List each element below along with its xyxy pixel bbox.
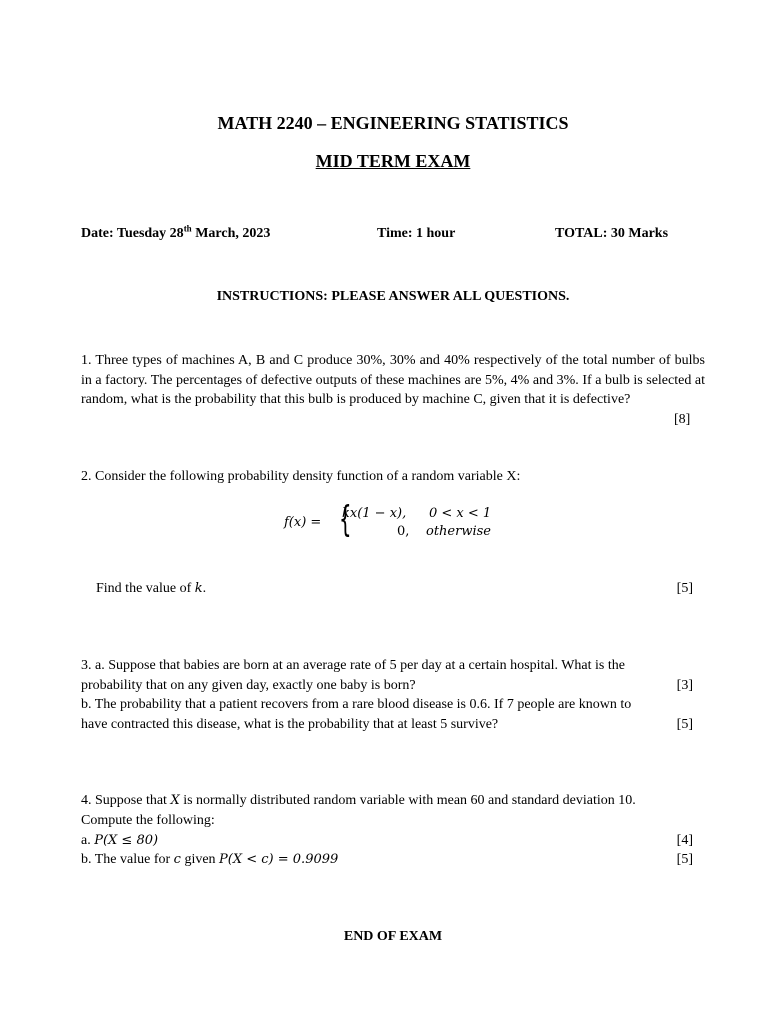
question-4-line-2: Compute the following: <box>81 813 215 828</box>
formula-condition-1: 0 < x < 1 <box>429 506 492 521</box>
question-3b-line-2: have contracted this disease, what is the probability that at least 5 survive? [5] <box>81 715 693 735</box>
question-4b-marks: [5] <box>676 852 693 867</box>
question-4-line-1: 4. Suppose that X is normally distributed random variable with mean 60 and standard deviation 10. <box>81 793 636 808</box>
question-3a-line-1: 3. a. Suppose that babies are born at an average rate of 5 per day at a certain hospital. What is the <box>81 658 625 673</box>
formula-case-2: 0, <box>397 524 410 539</box>
formula-case-1: kx(1 − x), <box>342 506 407 521</box>
question-4a-marks: [4] <box>676 833 693 848</box>
question-1-marks: [8] <box>674 412 691 427</box>
question-1-text: 1. Three types of machines A, B and C produce 30%, 30% and 40% respectively of the total number of bulbs in a factory. The percentages of defective outputs of these machines are 5%, 4% and 3%. If a bulb is selected at random, what is the probability that this bulb is produced by machine C, given that it is defective? <box>81 353 705 407</box>
question-1 <box>81 351 705 410</box>
question-3a-line-2: probability that on any given day, exactly one baby is born? [3] <box>81 676 693 696</box>
course-title: MATH 2240 – ENGINEERING STATISTICS <box>217 113 569 133</box>
question-3b-marks: [5] <box>676 717 693 732</box>
exam-total-marks: TOTAL: 30 Marks <box>555 226 669 241</box>
question-2-find: Find the value of k. [5] <box>96 579 693 599</box>
exam-title: MID TERM EXAM <box>315 151 471 171</box>
question-2-marks: [5] <box>676 581 693 596</box>
question-4b: b. The value for c given P(X < c) = 0.9099 [5] <box>81 850 693 870</box>
pdf-formula <box>284 499 514 545</box>
formula-lhs: f(x) = <box>284 515 322 530</box>
exam-date: Date: Tuesday 28th March, 2023 <box>81 223 271 241</box>
formula-condition-2: otherwise <box>426 524 491 539</box>
question-4a: a. P(X ≤ 80) [4] <box>81 831 693 851</box>
question-2-text: 2. Consider the following probability density function of a random variable X: <box>81 469 521 484</box>
formula-brace: { <box>339 499 352 540</box>
question-3a-marks: [3] <box>676 678 693 693</box>
exam-time: Time: 1 hour <box>377 226 456 241</box>
end-of-exam: END OF EXAM <box>343 929 443 944</box>
instructions: INSTRUCTIONS: PLEASE ANSWER ALL QUESTIONS. <box>216 289 570 304</box>
question-3b-line-1: b. The probability that a patient recovers from a rare blood disease is 0.6. If 7 people are known to <box>81 697 632 712</box>
